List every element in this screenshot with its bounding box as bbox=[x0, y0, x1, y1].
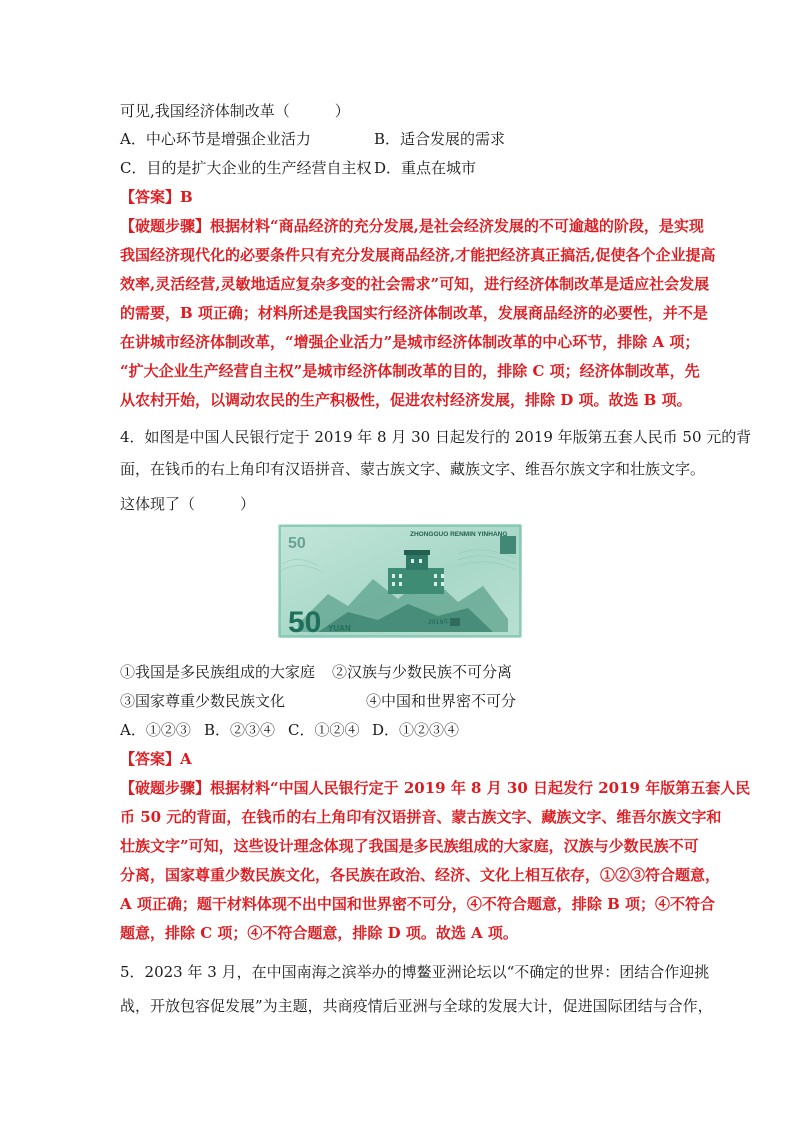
q3-answer: 【答案】B bbox=[120, 188, 193, 206]
q3-option-b: B．适合发展的需求 bbox=[374, 130, 506, 148]
q3-analysis-line: 【破题步骤】根据材料“商品经济的充分发展,是社会经济发展的不可逾越的阶段，是实现 bbox=[120, 217, 704, 235]
q4-option-d: D．①②③④ bbox=[372, 721, 460, 739]
q4-stem-line: 这体现了（ ） bbox=[120, 495, 256, 513]
q4-analysis-line: 壮族文字”可知，这些设计理念体现了我国是多民族组成的大家庭，汉族与少数民族不可 bbox=[120, 837, 699, 855]
q4-analysis-line: 题意，排除 C 项；④不符合题意，排除 D 项。故选 A 项。 bbox=[120, 924, 518, 942]
q5-stem-line: 战，开放包容促发展”为主题，共商疫情后亚洲与全球的发展大计，促进国际团结与合作， bbox=[120, 997, 713, 1015]
q4-statement-2: ②汉族与少数民族不可分离 bbox=[332, 663, 513, 681]
banknote-image bbox=[278, 524, 522, 638]
q3-analysis-line: 我国经济现代化的必要条件只有充分发展商品经济,才能把经济真正搞活,促使各个企业提高 bbox=[120, 246, 716, 264]
q4-statement-4: ④中国和世界密不可分 bbox=[366, 692, 517, 710]
q4-answer: 【答案】A bbox=[120, 750, 192, 768]
q3-analysis-line: 从农村开始，以调动农民的生产积极性，促进农村经济发展，排除 D 项。故选 B 项。 bbox=[120, 391, 692, 409]
q4-option-c: C．①②④ bbox=[288, 721, 360, 739]
q4-stem-line: 面，在钱币的右上角印有汉语拼音、蒙古族文字、藏族文字、维吾尔族文字和壮族文字。 bbox=[120, 460, 706, 478]
q4-analysis-line: 分离，国家尊重少数民族文化，各民族在政治、经济、文化上相互依存，①②③符合题意， bbox=[120, 866, 721, 884]
q4-stem-line: 4．如图是中国人民银行定于 2019 年 8 月 30 日起发行的 2019 年版第五套人民币 50 元的背 bbox=[120, 428, 752, 446]
q3-analysis-line: “扩大企业生产经营自主权”是城市经济体制改革的目的，排除 C 项；经济体制改革，先 bbox=[120, 362, 700, 380]
q5-stem-line: 5．2023 年 3 月，在中国南海之滨举办的博鳌亚洲论坛以“不确定的世界：团结合作迎挑 bbox=[120, 963, 710, 981]
q4-option-b: B．②③④ bbox=[204, 721, 276, 739]
banknote-corner-value: 50 bbox=[288, 535, 306, 552]
banknote-unit: YUAN bbox=[328, 624, 351, 633]
banknote-year: 2019年 bbox=[428, 619, 450, 626]
q3-analysis-line: 效率,灵活经营,灵敏地适应复杂多变的社会需求”可知，进行经济体制改革是适应社会发展 bbox=[120, 275, 710, 293]
q4-analysis-line: 币 50 元的背面，在钱币的右上角印有汉语拼音、蒙古族文字、藏族文字、维吾尔族文字和 bbox=[120, 808, 722, 826]
q4-statement-3: ③国家尊重少数民族文化 bbox=[120, 692, 286, 710]
q3-option-a: A．中心环节是增强企业活力 bbox=[120, 130, 311, 148]
banknote-pinyin: ZHONGGUO RENMIN YINHANG bbox=[410, 531, 508, 538]
q3-analysis-line: 的需要，B 项正确；材料所述是我国实行经济体制改革，发展商品经济的必要性，并不是 bbox=[120, 304, 708, 322]
q3-option-c: C．目的是扩大企业的生产经营自主权 bbox=[120, 159, 372, 177]
q4-statement-1: ①我国是多民族组成的大家庭 bbox=[120, 663, 316, 681]
q3-stem: 可见,我国经济体制改革（ ） bbox=[120, 102, 350, 120]
q4-analysis-line: 【破题步骤】根据材料“中国人民银行定于 2019 年 8 月 30 日起发行 2019 年版第五套人民 bbox=[120, 779, 751, 797]
q3-analysis-line: 在讲城市经济体制改革，“增强企业活力”是城市经济体制改革的中心环节，排除 A 项； bbox=[120, 333, 700, 351]
q3-option-d: D．重点在城市 bbox=[374, 159, 477, 177]
banknote-big-value: 50 bbox=[288, 606, 322, 638]
q4-analysis-line: A 项正确；题干材料体现不出中国和世界密不可分，④不符合题意，排除 B 项；④不符合 bbox=[120, 895, 715, 913]
q4-option-a: A．①②③ bbox=[120, 721, 191, 739]
